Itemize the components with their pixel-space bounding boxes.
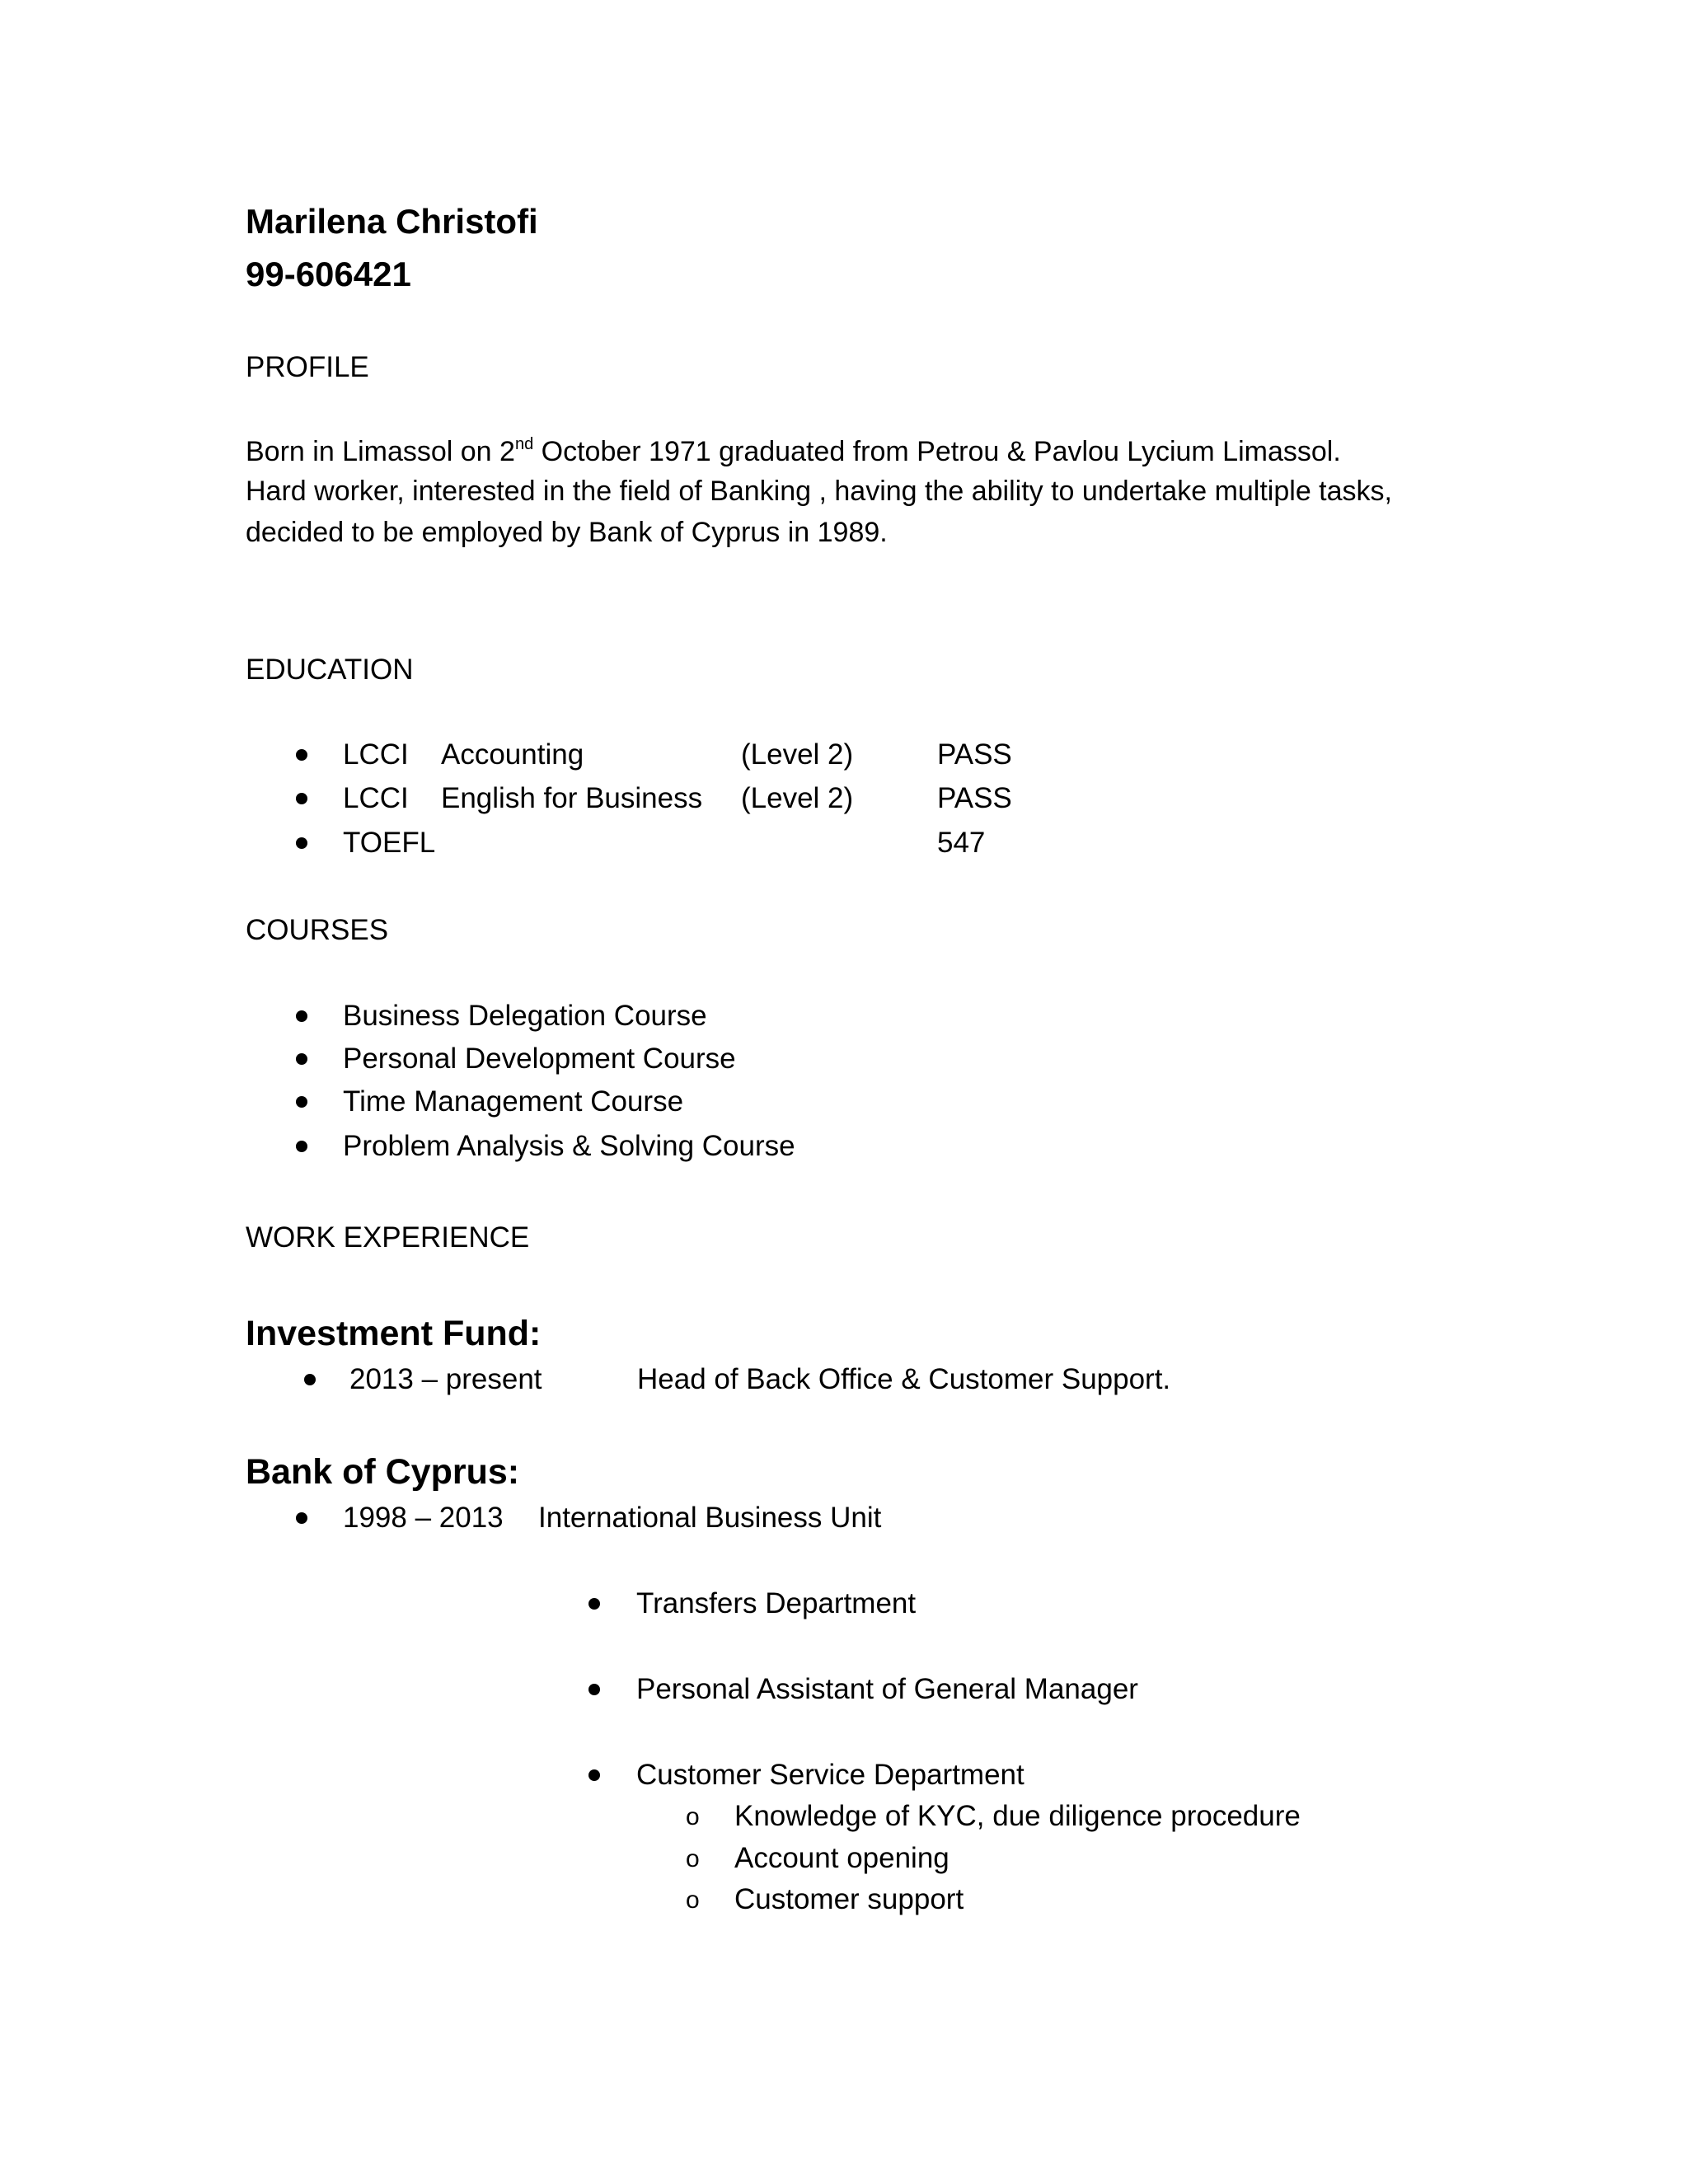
education-heading: EDUCATION bbox=[246, 654, 414, 686]
course-item: Time Management Course bbox=[343, 1085, 684, 1118]
bullet-icon bbox=[304, 1374, 316, 1385]
bullet-icon bbox=[296, 1053, 307, 1065]
bullet-icon bbox=[296, 749, 307, 761]
department-item: Personal Assistant of General Manager bbox=[636, 1673, 1138, 1705]
profile-line-3: decided to be employed by Bank of Cyprus in 1989. bbox=[246, 517, 888, 548]
bullet-icon bbox=[296, 1141, 307, 1152]
education-result: 547 bbox=[937, 827, 986, 859]
education-level: (Level 2) bbox=[741, 782, 854, 814]
customer-service-item: Knowledge of KYC, due diligence procedure bbox=[734, 1800, 1301, 1832]
education-result: PASS bbox=[937, 782, 1012, 814]
bullet-icon bbox=[588, 1684, 600, 1695]
profile-line-1-start: Born in Limassol on 2 bbox=[246, 436, 515, 467]
education-body: LCCI bbox=[343, 782, 409, 814]
education-level: (Level 2) bbox=[741, 738, 854, 771]
education-body: LCCI bbox=[343, 738, 409, 771]
bullet-icon bbox=[296, 837, 307, 849]
courses-heading: COURSES bbox=[246, 914, 389, 946]
hollow-bullet-icon: o bbox=[686, 1803, 700, 1830]
bullet-icon bbox=[296, 793, 307, 804]
bullet-icon bbox=[588, 1769, 600, 1781]
bullet-icon bbox=[296, 1096, 307, 1108]
candidate-phone: 99-606421 bbox=[246, 255, 411, 293]
profile-line-2: Hard worker, interested in the field of Banking , having the ability to undertake multiple tasks, bbox=[246, 476, 1392, 507]
profile-ordinal-suffix: nd bbox=[514, 435, 534, 453]
customer-service-item: Customer support bbox=[734, 1883, 964, 1915]
education-result: PASS bbox=[937, 738, 1012, 771]
investment-fund-title: Investment Fund: bbox=[246, 1314, 542, 1353]
bank-of-cyprus-unit: International Business Unit bbox=[538, 1502, 882, 1534]
education-subject: Accounting bbox=[441, 738, 584, 771]
candidate-name: Marilena Christofi bbox=[246, 202, 538, 241]
bank-of-cyprus-title: Bank of Cyprus: bbox=[246, 1452, 520, 1492]
course-item: Personal Development Course bbox=[343, 1043, 736, 1075]
course-item: Problem Analysis & Solving Course bbox=[343, 1130, 795, 1162]
work-experience-heading: WORK EXPERIENCE bbox=[246, 1221, 530, 1254]
department-item: Customer Service Department bbox=[636, 1759, 1025, 1791]
profile-line-1 bbox=[246, 436, 1341, 466]
bullet-icon bbox=[296, 1512, 307, 1524]
profile-line-1-end: October 1971 graduated from Petrou & Pavlou Lycium Limassol. bbox=[533, 436, 1341, 467]
bullet-icon bbox=[296, 1010, 307, 1022]
hollow-bullet-icon: o bbox=[686, 1886, 700, 1914]
customer-service-item: Account opening bbox=[734, 1842, 950, 1874]
bank-of-cyprus-period: 1998 – 2013 bbox=[343, 1502, 504, 1534]
course-item: Business Delegation Course bbox=[343, 1000, 707, 1032]
department-item: Transfers Department bbox=[636, 1587, 917, 1619]
bullet-icon bbox=[588, 1598, 600, 1610]
investment-fund-role: Head of Back Office & Customer Support. bbox=[637, 1363, 1171, 1395]
profile-heading: PROFILE bbox=[246, 351, 369, 383]
education-body: TOEFL bbox=[343, 827, 436, 859]
investment-fund-period: 2013 – present bbox=[349, 1363, 542, 1395]
education-subject: English for Business bbox=[441, 782, 703, 814]
hollow-bullet-icon: o bbox=[686, 1845, 700, 1872]
